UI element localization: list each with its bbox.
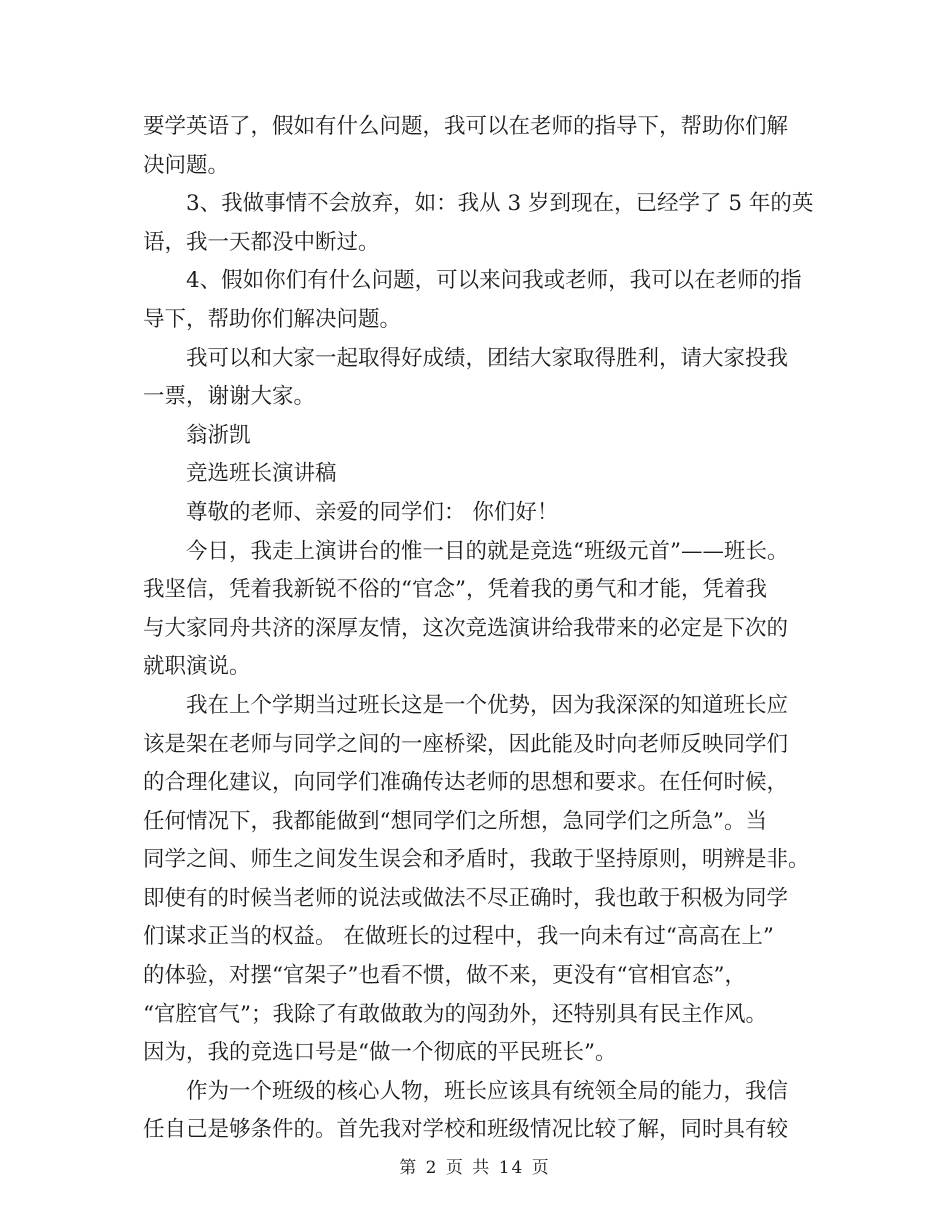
text-line: 今日，我走上演讲台的惟一目的就是竞选“班级元首”——班长。 xyxy=(186,538,789,564)
text-line: 我可以和大家一起取得好成绩，团结大家取得胜利，请大家投我 xyxy=(186,345,789,371)
document-body xyxy=(143,108,813,1150)
text-line: “官腔官气”；我除了有敢做敢为的闯劲外，还特别具有民主作风。 xyxy=(143,1001,767,1027)
text-line: 导下，帮助你们解决问题。 xyxy=(143,306,402,332)
paragraph xyxy=(143,687,813,1073)
paragraph xyxy=(143,455,813,494)
text-line: 我在上个学期当过班长这是一个优势，因为我深深的知道班长应 xyxy=(186,692,789,718)
text-line: 就职演说。 xyxy=(143,654,251,680)
text-line: 翁浙凯 xyxy=(186,422,251,448)
text-line: 即使有的时候当老师的说法或做法不尽正确时，我也敢于积极为同学 xyxy=(143,885,789,911)
page-footer: 第 2 页 共 14 页 xyxy=(399,1158,551,1178)
paragraph xyxy=(143,1073,813,1150)
text-line: 4、假如你们有什么问题，可以来问我或老师，我可以在老师的指 xyxy=(186,268,802,294)
text-line: 们谋求正当的权益。 在做班长的过程中，我一向未有过“高高在上” xyxy=(143,924,774,950)
text-line: 语，我一天都没中断过。 xyxy=(143,229,380,255)
text-line: 同学之间、师生之间发生误会和矛盾时，我敢于坚持原则，明辨是非。 xyxy=(143,847,810,873)
text-line: 一票，谢谢大家。 xyxy=(143,384,316,410)
text-line: 竞选班长演讲稿 xyxy=(186,461,337,487)
paragraph xyxy=(143,185,813,262)
text-line: 与大家同舟共济的深厚友情，这次竞选演讲给我带来的必定是下次的 xyxy=(143,615,789,641)
text-line: 我坚信，凭着我新锐不俗的“官念”，凭着我的勇气和才能，凭着我 xyxy=(143,577,767,603)
text-line: 的合理化建议，向同学们准确传达老师的思想和要求。在任何时候， xyxy=(143,770,789,796)
text-line: 的体验，对摆“官架子”也看不惯，做不来，更没有“官相官态”， xyxy=(143,963,746,989)
text-line: 尊敬的老师、亲爱的同学们： 你们好！ xyxy=(186,499,559,525)
text-line: 要学英语了，假如有什么问题，我可以在老师的指导下，帮助你们解 xyxy=(143,114,789,139)
text-line: 3、我做事情不会放弃，如：我从 3 岁到现在，已经学了 5 年的英 xyxy=(186,191,814,217)
text-line: 作为一个班级的核心人物，班长应该具有统领全局的能力，我信 xyxy=(186,1078,789,1104)
text-line: 因为，我的竞选口号是“做一个彻底的平民班长”。 xyxy=(143,1040,617,1066)
paragraph xyxy=(143,340,813,417)
paragraph xyxy=(143,108,813,185)
text-line: 决问题。 xyxy=(143,152,230,178)
paragraph xyxy=(143,533,813,687)
text-line: 任何情况下，我都能做到“想同学们之所想，急同学们之所急”。当 xyxy=(143,808,767,834)
text-line: 任自己是够条件的。首先我对学校和班级情况比较了解，同时具有较 xyxy=(143,1117,789,1143)
paragraph xyxy=(143,417,813,456)
text-line: 该是架在老师与同学之间的一座桥梁，因此能及时向老师反映同学们 xyxy=(143,731,789,757)
paragraph xyxy=(143,262,813,339)
paragraph xyxy=(143,494,813,533)
